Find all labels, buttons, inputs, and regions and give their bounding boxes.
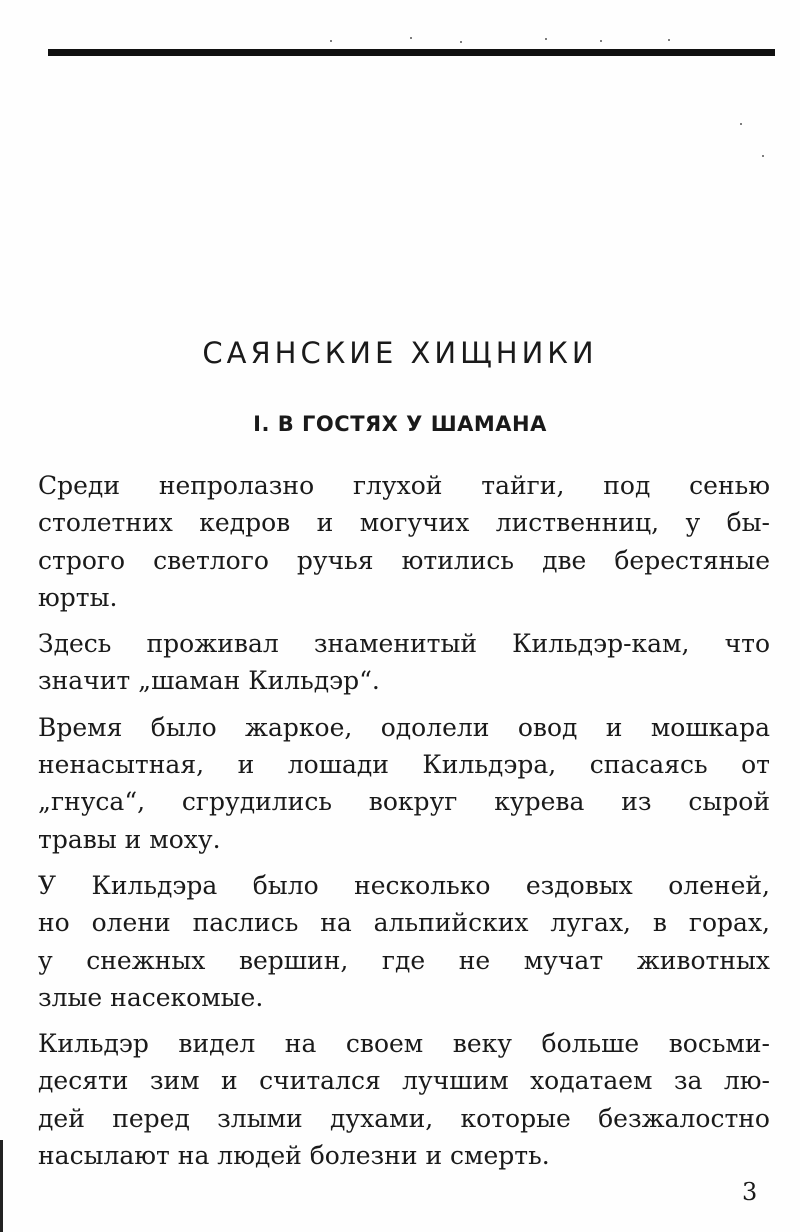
- paragraph: [38, 467, 770, 616]
- text-line: у снежных вершин, где не мучат животных: [38, 945, 770, 975]
- text-line: „гнуса“, сгрудились вокруг курева из сырой: [38, 787, 770, 817]
- text-line: юрты.: [38, 582, 118, 612]
- text-line: насылают на людей болезни и смерть.: [38, 1141, 550, 1171]
- print-speck: [545, 38, 547, 40]
- print-speck: [600, 40, 602, 42]
- text-line: значит „шаман Кильдэр“.: [38, 666, 380, 696]
- print-speck: [330, 40, 332, 42]
- text-line: столетних кедров и могучих лиственниц, у бы-: [38, 508, 770, 538]
- body-text: [38, 467, 770, 1183]
- text-line: но олени паслись на альпийских лугах, в горах,: [38, 908, 770, 938]
- story-title: САЯНСКИЕ ХИЩНИКИ: [202, 336, 598, 370]
- text-line: травы и моху.: [38, 824, 221, 854]
- print-speck: [668, 39, 670, 41]
- paragraph: [38, 625, 770, 700]
- page-number: 3: [742, 1178, 758, 1206]
- chapter-heading: I. В ГОСТЯХ У ШАМАНА: [253, 412, 547, 436]
- header-rule: [48, 49, 775, 56]
- text-line: Среди непролазно глухой тайги, под сенью: [38, 471, 770, 500]
- print-speck: [460, 41, 462, 43]
- text-line: десяти зим и считался лучшим ходатаем за лю-: [38, 1066, 770, 1096]
- text-line: дей перед злыми духами, которые безжалостно: [38, 1103, 770, 1133]
- binding-edge: [0, 1140, 3, 1232]
- print-speck: [740, 123, 742, 125]
- paragraph: [38, 867, 770, 1016]
- paragraph: [38, 1025, 770, 1174]
- text-line: Время было жаркое, одолели овод и мошкара: [38, 712, 770, 742]
- text-line: строго светлого ручья ютились две берестяные: [38, 545, 770, 575]
- text-line: злые насекомые.: [38, 982, 264, 1012]
- print-speck: [762, 155, 764, 157]
- text-line: У Кильдэра было несколько ездовых оленей,: [38, 870, 770, 900]
- text-line: Кильдэр видел на своем веку больше восьми-: [38, 1029, 770, 1059]
- paragraph: [38, 709, 770, 858]
- text-line: Здесь проживал знаменитый Кильдэр-кам, что: [38, 629, 770, 659]
- print-speck: [410, 37, 412, 39]
- text-line: ненасытная, и лошади Кильдэра, спасаясь от: [38, 750, 770, 780]
